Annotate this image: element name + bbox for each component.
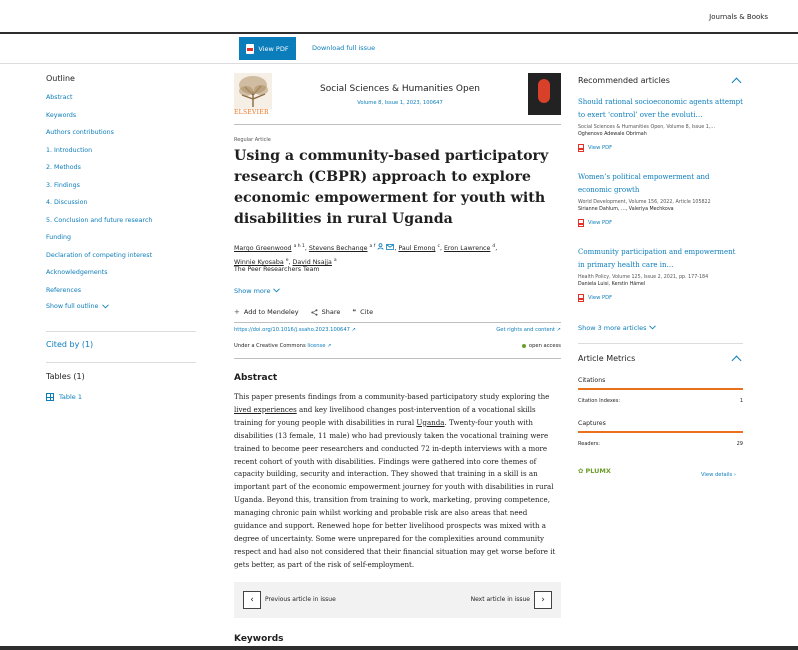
- chevron-up-icon[interactable]: [732, 356, 742, 366]
- author-link[interactable]: Stevens Bechange: [308, 245, 368, 253]
- outline-item-abstract[interactable]: Abstract: [46, 94, 73, 101]
- external-link-icon: ↗: [327, 343, 332, 349]
- author-link[interactable]: Paul Emong: [398, 245, 436, 253]
- recommended-article-authors: Sirianne Dahlum, …, Valeriya Mechkova: [578, 207, 674, 212]
- journal-cover-image[interactable]: [528, 73, 561, 115]
- citations-heading: Citations: [578, 377, 606, 384]
- divider: [578, 343, 743, 344]
- readers-label: Readers:: [578, 441, 600, 447]
- outline-item-acknowledgements[interactable]: Acknowledgements: [46, 269, 108, 276]
- chevron-down-icon: [649, 325, 656, 330]
- show-more-articles-label: Show 3 more articles: [578, 324, 647, 332]
- divider: [234, 358, 561, 359]
- chevron-left-icon: ‹: [250, 595, 254, 605]
- view-details-link[interactable]: [701, 472, 736, 478]
- recommended-article: [578, 171, 743, 246]
- outline-item-discussion[interactable]: 4. Discussion: [46, 199, 88, 206]
- tables-heading: Tables (1): [46, 372, 85, 381]
- outline-item-introduction[interactable]: 1. Introduction: [46, 146, 93, 154]
- author-affiliation-marker: a h 1: [293, 244, 305, 249]
- recommended-articles-heading: Recommended articles: [578, 76, 670, 85]
- recommended-article-title[interactable]: Women’s political empowerment and economic growth: [578, 173, 710, 194]
- author-affiliation-marker: a f: [369, 244, 376, 249]
- cover-graphic: [538, 79, 550, 103]
- glossary-link[interactable]: Uganda: [416, 417, 445, 427]
- author-affiliation-marker: e: [285, 258, 289, 264]
- recommended-view-pdf-link[interactable]: [578, 294, 743, 302]
- article-type-label: Regular Article: [234, 137, 271, 143]
- outline-item-keywords[interactable]: Keywords: [46, 111, 77, 119]
- recommended-article-source: Health Policy, Volume 125, Issue 2, 2021, pp. 177-184: [578, 275, 709, 280]
- divider: [234, 124, 561, 125]
- recommended-article-source: Social Sciences & Humanities Open, Volume 8, Issue 1,…: [578, 125, 716, 130]
- cite-button[interactable]: [352, 308, 373, 316]
- top-navigation-bar: [0, 0, 798, 34]
- download-full-issue-link[interactable]: Download full issue: [312, 44, 376, 52]
- open-access-dot-icon: [522, 344, 526, 348]
- chevron-right-icon: ›: [733, 472, 736, 478]
- view-pdf-label: View PDF: [588, 295, 613, 301]
- external-link-icon: ↗: [351, 327, 356, 333]
- window-bottom-edge: [0, 646, 798, 650]
- author-affiliation-marker: c: [437, 244, 440, 249]
- readers-row: [578, 441, 743, 447]
- author-list: Margo Greenwood $^{a h 1}$, Stevens Bechange $^{a f}$ , Paul Emong $^c$, Eron Lawrence $^d$, Winnie Kyosaba $^e$, David Nsajja $^a$: [234, 244, 498, 267]
- captures-bar: [578, 431, 743, 433]
- previous-article-button[interactable]: [243, 591, 261, 609]
- show-more-button[interactable]: [234, 287, 280, 295]
- pdf-icon: [578, 144, 584, 152]
- person-icon[interactable]: [377, 243, 384, 250]
- plus-icon: +: [234, 308, 240, 316]
- view-pdf-label: View PDF: [588, 145, 613, 151]
- open-access-badge: [522, 343, 561, 349]
- share-label: Share: [321, 308, 341, 316]
- outline-title: Outline: [46, 74, 75, 83]
- chevron-up-icon[interactable]: [732, 78, 742, 88]
- licence-prefix: Under a Creative Commons: [234, 343, 306, 349]
- chevron-right-icon: ›: [541, 595, 545, 605]
- pdf-icon: [578, 294, 584, 302]
- article-toolbar: [0, 34, 798, 64]
- author-link[interactable]: Winnie Kyosaba: [234, 259, 284, 267]
- envelope-icon[interactable]: [386, 244, 394, 250]
- view-pdf-label: View PDF: [588, 220, 613, 226]
- doi-link[interactable]: [234, 327, 356, 333]
- author-link[interactable]: Eron Lawrence: [443, 245, 491, 253]
- issue-navigation: [234, 582, 561, 618]
- pdf-icon: [246, 44, 254, 54]
- citation-indexes-row: [578, 398, 743, 404]
- table-grid-icon: [46, 393, 54, 401]
- licence-link-text: license: [307, 343, 326, 349]
- divider: [234, 322, 561, 323]
- view-pdf-button[interactable]: [239, 37, 296, 60]
- outline-item-funding[interactable]: Funding: [46, 234, 71, 241]
- chevron-down-icon: [273, 288, 280, 293]
- show-full-outline-button[interactable]: [46, 303, 196, 310]
- citation-indexes-value: 1: [739, 398, 743, 404]
- article-metrics-heading: Article Metrics: [578, 354, 636, 363]
- open-access-label: open access: [528, 343, 561, 349]
- outline-item-conclusion[interactable]: 5. Conclusion and future research: [46, 216, 153, 224]
- show-full-outline-label: Show full outline: [46, 303, 99, 310]
- abstract-part: . Twenty-four youth with disabilities (13 female, 11 male) who had previously taken the vocational training were trained to become peer researchers and conducted 72 in-depth interviews with a more recent cohort of youth with disabilities. Findings were gathered into core themes of capacity building, security and interaction. They showed that training in a skill is an important part of the economic empowerment journey for youth with disabilities in rural Uganda. Beyond this, transition from training to work, marketing, proving competence, managing chronic pain whilst working and probable risk are also areas that need guidance and support. Renewed hope for better livelihood prospects was mixed with a degree of uncertainty. Some were unprepared for the complexities around community respect and had also not considered that their financial situation may get worse before it gets better, as part of the risk of self-employment.: [234, 417, 556, 569]
- plumx-logo: [578, 467, 611, 475]
- divider: [46, 331, 196, 332]
- keywords-heading: Keywords: [234, 634, 284, 644]
- plumx-flower-icon: ✿: [578, 467, 584, 475]
- cite-label: Cite: [360, 308, 374, 316]
- pdf-icon: [578, 219, 584, 227]
- recommended-article-title[interactable]: Community participation and empowerment in primary health care in…: [578, 248, 736, 269]
- journal-issue-link[interactable]: Volume 8, Issue 1, 2023, 100647: [357, 100, 443, 106]
- table-1-link[interactable]: [46, 393, 82, 401]
- share-button[interactable]: [311, 308, 341, 316]
- add-to-mendeley-label: Add to Mendeley: [243, 308, 299, 316]
- show-more-articles-button[interactable]: [578, 324, 656, 332]
- citations-bar: [578, 388, 743, 390]
- next-article-button[interactable]: [534, 591, 552, 609]
- abstract-part: This paper presents findings from a community-based participatory study exploring the: [234, 392, 550, 401]
- article-actions: [234, 308, 373, 316]
- recommended-article-authors: Oghenovo Adewale Obrimah: [578, 132, 647, 137]
- recommended-article-authors: Daniela Luisi, Kerstin Hämel: [578, 282, 646, 287]
- divider: [46, 362, 196, 363]
- outline-item-references[interactable]: References: [46, 286, 81, 294]
- show-more-label: Show more: [234, 287, 271, 295]
- next-article-label[interactable]: Next article in issue: [470, 596, 530, 603]
- outline-panel: [46, 74, 196, 310]
- add-to-mendeley-button[interactable]: [234, 308, 299, 316]
- journals-books-link[interactable]: Journals & Books: [709, 13, 768, 21]
- external-link-icon: ↗: [556, 327, 561, 333]
- elsevier-wordmark: ELSEVIER: [234, 109, 269, 116]
- plumx-wordmark: PLUMX: [585, 467, 611, 475]
- author-affiliation-marker: a: [333, 258, 337, 264]
- table-1-label: Table 1: [59, 393, 83, 401]
- recommended-view-pdf-link[interactable]: [578, 144, 743, 152]
- outline-item-methods[interactable]: 2. Methods: [46, 164, 81, 171]
- captures-heading: Captures: [578, 420, 606, 427]
- abstract-text: [234, 391, 561, 572]
- glossary-link[interactable]: lived experiences: [234, 404, 297, 414]
- outline-item-authors-contributions[interactable]: Authors contributions: [46, 129, 114, 136]
- author-link[interactable]: David Nsajja: [292, 259, 332, 267]
- abstract-part: and key livelihood changes post-intervention of a vocational skills training for young people with disabilities in rural: [234, 404, 536, 427]
- recommended-article-source: World Development, Volume 156, 2022, Article 105822: [578, 200, 711, 205]
- licence-link[interactable]: [307, 343, 331, 349]
- outline-item-competing-interest[interactable]: Declaration of competing interest: [46, 251, 153, 259]
- previous-article-label[interactable]: Previous article in issue: [265, 596, 336, 603]
- article-title: Using a community-based participatory research (CBPR) approach to explore economic empowerment for youth with disabilities in rural Uganda: [234, 148, 549, 227]
- recommended-article: [578, 246, 743, 321]
- readers-value: 29: [736, 441, 743, 447]
- citation-indexes-label: Citation Indexes:: [578, 398, 621, 404]
- doi-text: https://doi.org/10.1016/j.ssaho.2023.100647: [234, 327, 350, 333]
- chevron-down-icon: [102, 304, 109, 309]
- get-rights-link[interactable]: [496, 327, 561, 333]
- author-group: The Peer Researchers Team: [234, 266, 320, 273]
- recommended-article: [578, 96, 743, 171]
- outline-item-findings[interactable]: 3. Findings: [46, 181, 80, 189]
- licence-statement: [234, 343, 331, 349]
- author-affiliation-marker: d: [492, 244, 496, 249]
- quote-icon: ❝: [352, 308, 357, 316]
- view-details-label: View details: [701, 472, 733, 478]
- recommended-articles-list: [578, 96, 743, 321]
- journal-title-link[interactable]: Social Sciences & Humanities Open: [320, 84, 480, 94]
- cited-by-link[interactable]: Cited by (1): [46, 340, 94, 349]
- get-rights-text: Get rights and content: [496, 327, 555, 333]
- abstract-heading: Abstract: [234, 373, 278, 383]
- recommended-article-title[interactable]: Should rational socioeconomic agents attempt to exert ‘control’ over the evoluti…: [578, 98, 743, 119]
- view-pdf-label: View PDF: [258, 44, 289, 53]
- recommended-view-pdf-link[interactable]: [578, 219, 743, 227]
- share-icon: [311, 309, 318, 316]
- author-link[interactable]: Margo Greenwood: [234, 245, 292, 253]
